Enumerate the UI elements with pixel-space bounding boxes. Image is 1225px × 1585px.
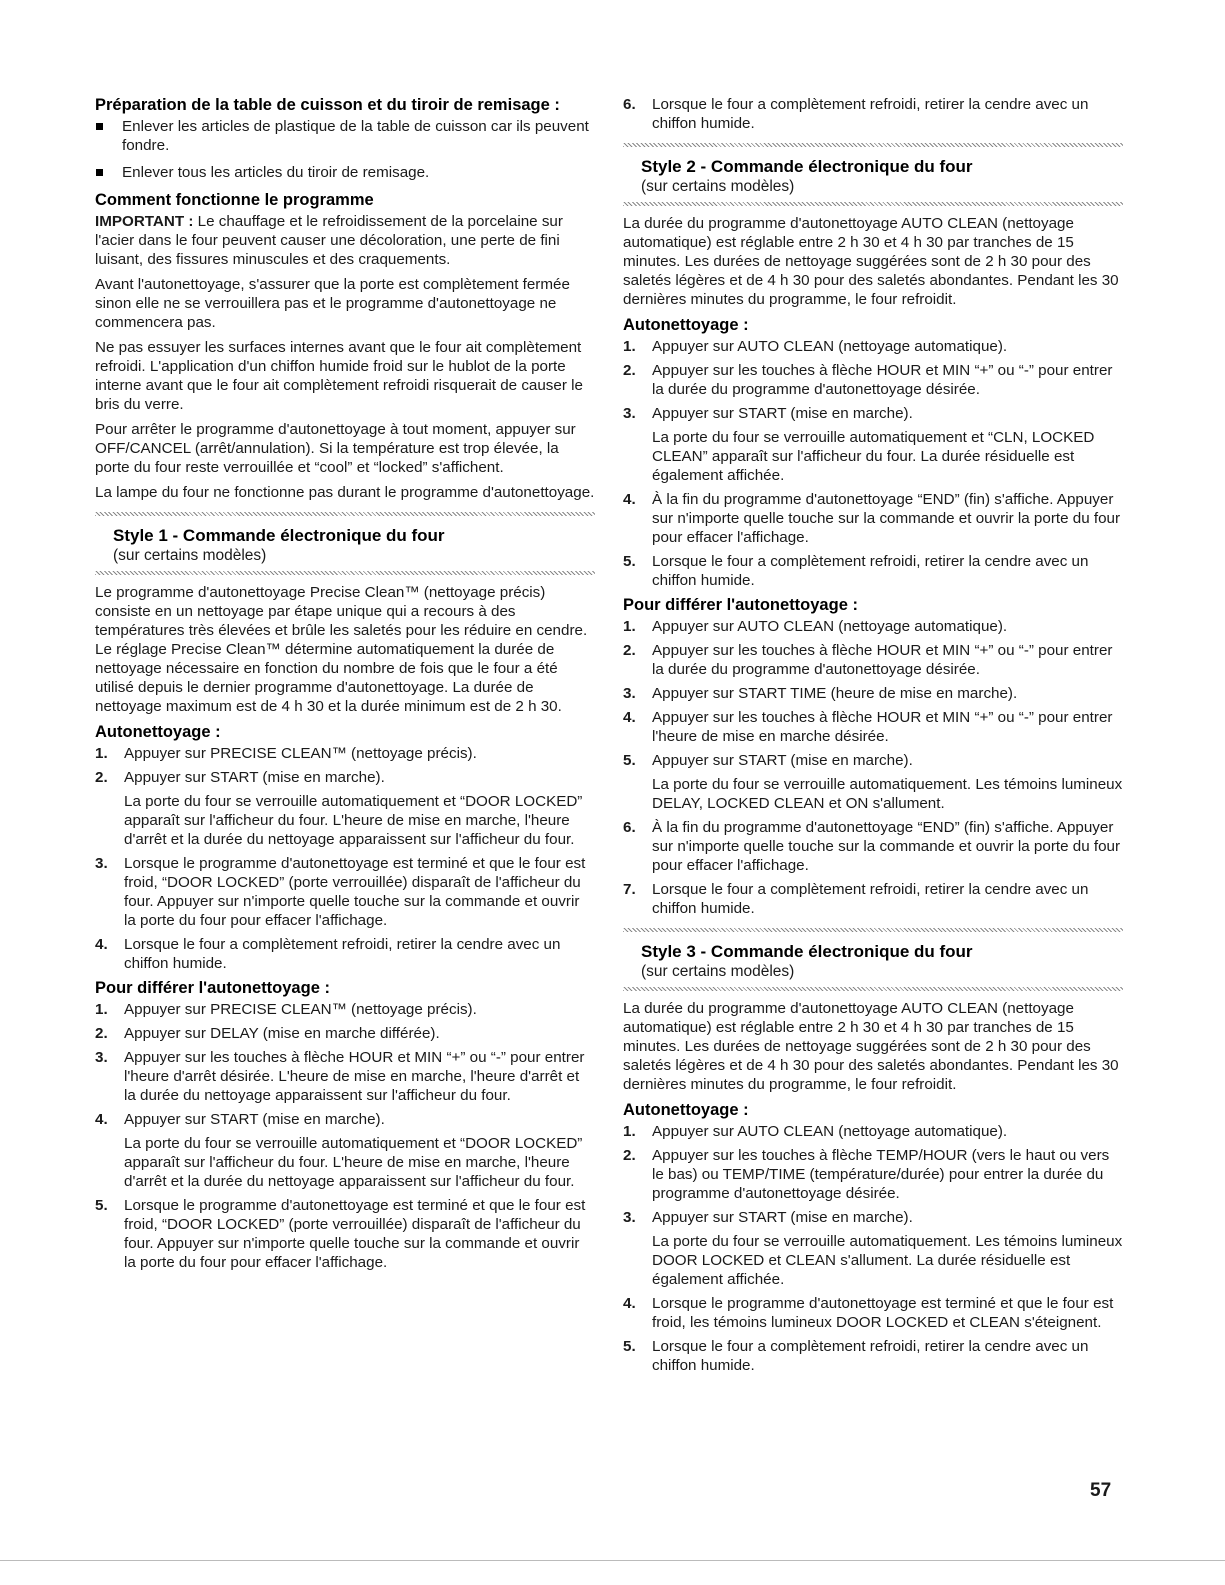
step-item: 4. À la fin du programme d'autonettoyage “END” (fin) s'affiche. Appuyer sur n'importe quelle touche sur la commande et ouvrir la porte du four pour effacer l'affichage.	[623, 491, 1121, 546]
hatched-divider	[623, 202, 1123, 206]
step-item: 1. Appuyer sur AUTO CLEAN (nettoyage automatique).	[623, 1123, 1008, 1140]
style2-header-box	[623, 143, 1123, 206]
style2-delay-heading: Pour différer l'autonettoyage :	[623, 596, 858, 614]
step-item: 5. Appuyer sur START (mise en marche). La porte du four se verrouille automatiquement. Les témoins lumineux DELAY, LOCKED CLEAN et ON s'allument.	[623, 752, 1123, 812]
step-item: 3. Lorsque le programme d'autonettoyage est terminé et que le four est froid, “DOOR LOCKED” (porte verrouillée) disparaît de l'afficheur du four. Appuyer sur n'importe quelle touche sur la commande et ouvrir la porte du four pour effacer l'affichage.	[95, 855, 586, 929]
important-paragraph: IMPORTANT : Le chauffage et le refroidissement de la porcelaine sur l'acier dans le four peuvent causer une décoloration, une perte de fini luisant, des fissures minuscules et des craquements.	[95, 213, 563, 268]
step-item: 3. Appuyer sur START (mise en marche). La porte du four se verrouille automatiquement et “CLN, LOCKED CLEAN” apparaît sur l'afficheur du four. La durée résiduelle est également affichée.	[623, 404, 1123, 485]
prep-bullet-list	[95, 117, 595, 182]
step-note: La porte du four se verrouille automatiquement et “CLN, LOCKED CLEAN” apparaît sur l'afficheur du four. La durée résiduelle est également affichée.	[652, 429, 1095, 484]
left-column	[95, 95, 595, 1277]
step-item: 2. Appuyer sur START (mise en marche). La porte du four se verrouille automatiquement et “DOOR LOCKED” apparaît sur l'afficheur du four. L'heure de mise en marche, l'heure d'arrêt et la durée du nettoyage apparaissent sur l'afficheur du four.	[95, 768, 595, 849]
autoclean-steps	[95, 744, 595, 973]
delay-heading: Pour différer l'autonettoyage :	[95, 979, 330, 997]
prep-heading: Préparation de la table de cuisson et du tiroir de remisage :	[95, 96, 560, 114]
style2-intro: La durée du programme d'autonettoyage AUTO CLEAN (nettoyage automatique) est réglable entre 2 h 30 et 4 h 30 par tranches de 15 minutes. Les durées de nettoyage suggérées sont de 2 h 30 pour des saletés légères et de 4 h 30 pour des saletés abondantes. Pendant les 30 dernières minutes du programme, le four refroidit.	[623, 215, 1119, 308]
step-item: 2. Appuyer sur les touches à flèche HOUR et MIN “+” ou “-” pour entrer la durée du programme d'autonettoyage désirée.	[623, 642, 1113, 678]
step-item: 5. Lorsque le four a complètement refroidi, retirer la cendre avec un chiffon humide.	[623, 553, 1089, 589]
right-column	[623, 95, 1123, 1380]
style1-subtitle: (sur certains modèles)	[113, 547, 267, 564]
step-item: 2. Appuyer sur DELAY (mise en marche différée).	[95, 1025, 440, 1042]
style1-title: Style 1 - Commande électronique du four	[113, 526, 445, 545]
delay-steps	[95, 1000, 595, 1272]
style2-autoclean-heading: Autonettoyage :	[623, 316, 749, 334]
step-item: 2. Appuyer sur les touches à flèche HOUR et MIN “+” ou “-” pour entrer la durée du programme d'autonettoyage désirée.	[623, 362, 1113, 398]
style3-header-box	[623, 928, 1123, 991]
step-item: 3. Appuyer sur START (mise en marche). La porte du four se verrouille automatiquement. Les témoins lumineux DOOR LOCKED et CLEAN s'allument. La durée résiduelle est également affichée.	[623, 1209, 1123, 1288]
step-item: 3. Appuyer sur les touches à flèche HOUR et MIN “+” ou “-” pour entrer l'heure d'arrêt désirée. L'heure de mise en marche, l'heure d'arrêt et la durée du nettoyage apparaissent sur l'afficheur du four.	[95, 1049, 585, 1104]
step-note: La porte du four se verrouille automatiquement. Les témoins lumineux DELAY, LOCKED CLEAN et ON s'allument.	[652, 776, 1123, 812]
style1-intro: Le programme d'autonettoyage Precise Clean™ (nettoyage précis) consiste en un nettoyage par étape unique qui a recours à des températures très élevées et brûle les saletés pour les réduire en cendre. Le réglage Precise Clean™ détermine automatiquement la durée de nettoyage nécessaire en fonction du nombre de fois que le four a été utilisé depuis le dernier programme d'autonettoyage. La durée de nettoyage maximum est de 4 h 30 et la durée minimum est de 2 h 30.	[95, 584, 588, 715]
step-item: 6. À la fin du programme d'autonettoyage “END” (fin) s'affiche. Appuyer sur n'importe quelle touche sur la commande et ouvrir la porte du four pour effacer l'affichage.	[623, 819, 1121, 874]
square-bullet-icon	[96, 169, 103, 176]
hatched-divider	[95, 571, 595, 575]
important-label: IMPORTANT :	[95, 213, 194, 230]
paragraph: Ne pas essuyer les surfaces internes avant que le four ait complètement refroidi. L'application d'un chiffon humide froid sur le hublot de la porte interne avant que le four ait complètement refroidi risquerait de causer le bris du verre.	[95, 339, 583, 413]
how-heading: Comment fonctionne le programme	[95, 191, 374, 209]
step-note: La porte du four se verrouille automatiquement et “DOOR LOCKED” apparaît sur l'afficheur du four. L'heure de mise en marche, l'heure d'arrêt et la durée du nettoyage apparaissent sur l'afficheur du four.	[124, 1135, 583, 1190]
step-item: 1. Appuyer sur AUTO CLEAN (nettoyage automatique).	[623, 618, 1008, 635]
style2-delay-steps	[623, 617, 1123, 918]
hatched-divider	[623, 987, 1123, 991]
step-item: 2. Appuyer sur les touches à flèche TEMP/HOUR (vers le haut ou vers le bas) ou TEMP/TIME (température/durée) pour entrer la durée du programme d'autonettoyage désirée.	[623, 1147, 1110, 1202]
step-item: 3. Appuyer sur START TIME (heure de mise en marche).	[623, 685, 1018, 702]
step-item: 7. Lorsque le four a complètement refroidi, retirer la cendre avec un chiffon humide.	[623, 881, 1089, 917]
step-item: 4. Lorsque le programme d'autonettoyage est terminé et que le four est froid, les témoins lumineux DOOR LOCKED et CLEAN s'éteignent.	[623, 1295, 1114, 1331]
autoclean-heading: Autonettoyage :	[95, 723, 221, 741]
step-item: 1. Appuyer sur PRECISE CLEAN™ (nettoyage précis).	[95, 1001, 477, 1018]
style3-autoclean-heading: Autonettoyage :	[623, 1101, 749, 1119]
continued-steps	[623, 95, 1123, 133]
square-bullet-icon	[96, 123, 103, 130]
step-item: 4. Appuyer sur START (mise en marche). La porte du four se verrouille automatiquement et “DOOR LOCKED” apparaît sur l'afficheur du four. L'heure de mise en marche, l'heure d'arrêt et la durée du nettoyage apparaissent sur l'afficheur du four.	[95, 1110, 595, 1191]
style2-title: Style 2 - Commande électronique du four	[641, 157, 973, 176]
page-number: 57	[1090, 1480, 1112, 1501]
step-item: 1. Appuyer sur PRECISE CLEAN™ (nettoyage précis).	[95, 745, 477, 762]
style3-subtitle: (sur certains modèles)	[641, 963, 795, 980]
paragraph: La lampe du four ne fonctionne pas durant le programme d'autonettoyage.	[95, 484, 595, 501]
step-item: 6. Lorsque le four a complètement refroidi, retirer la cendre avec un chiffon humide.	[623, 96, 1089, 132]
step-item: 4. Lorsque le four a complètement refroidi, retirer la cendre avec un chiffon humide.	[95, 936, 561, 972]
style1-header-box	[95, 512, 595, 575]
paragraph: Avant l'autonettoyage, s'assurer que la porte est complètement fermée sinon elle ne se verrouillera pas et le programme d'autonettoyage ne commencera pas.	[95, 276, 570, 331]
paragraph: Pour arrêter le programme d'autonettoyage à tout moment, appuyer sur OFF/CANCEL (arrêt/annulation). Si la température est trop élevée, la porte du four reste verrouillée et “cool” et “locked” s'affichent.	[95, 421, 576, 476]
step-note: La porte du four se verrouille automatiquement. Les témoins lumineux DOOR LOCKED et CLEAN s'allument. La durée résiduelle est également affichée.	[652, 1233, 1123, 1288]
style3-autoclean-steps	[623, 1122, 1123, 1375]
step-item: 4. Appuyer sur les touches à flèche HOUR et MIN “+” ou “-” pour entrer l'heure de mise en marche désirée.	[623, 709, 1113, 745]
step-item: 5. Lorsque le programme d'autonettoyage est terminé et que le four est froid, “DOOR LOCKED” (porte verrouillée) disparaît de l'afficheur du four. Appuyer sur n'importe quelle touche sur la commande et ouvrir la porte du four pour effacer l'affichage.	[95, 1197, 586, 1271]
bullet-item: Enlever les articles de plastique de la table de cuisson car ils peuvent fondre.	[95, 117, 595, 155]
style3-intro: La durée du programme d'autonettoyage AUTO CLEAN (nettoyage automatique) est réglable entre 2 h 30 et 4 h 30 par tranches de 15 minutes. Les durées de nettoyage suggérées sont de 2 h 30 pour des saletés légères et de 4 h 30 pour des saletés abondantes. Pendant les 30 dernières minutes du programme, le four refroidit.	[623, 1000, 1119, 1093]
bullet-item: Enlever tous les articles du tiroir de remisage.	[95, 163, 595, 182]
step-item: 1. Appuyer sur AUTO CLEAN (nettoyage automatique).	[623, 338, 1008, 355]
step-note: La porte du four se verrouille automatiquement et “DOOR LOCKED” apparaît sur l'afficheur du four. L'heure de mise en marche, l'heure d'arrêt et la durée du nettoyage apparaissent sur l'afficheur du four.	[124, 793, 583, 848]
style3-title: Style 3 - Commande électronique du four	[641, 942, 973, 961]
style2-autoclean-steps	[623, 337, 1123, 590]
bottom-divider	[0, 1560, 1225, 1561]
step-item: 5. Lorsque le four a complètement refroidi, retirer la cendre avec un chiffon humide.	[623, 1338, 1089, 1374]
style2-subtitle: (sur certains modèles)	[641, 178, 795, 195]
